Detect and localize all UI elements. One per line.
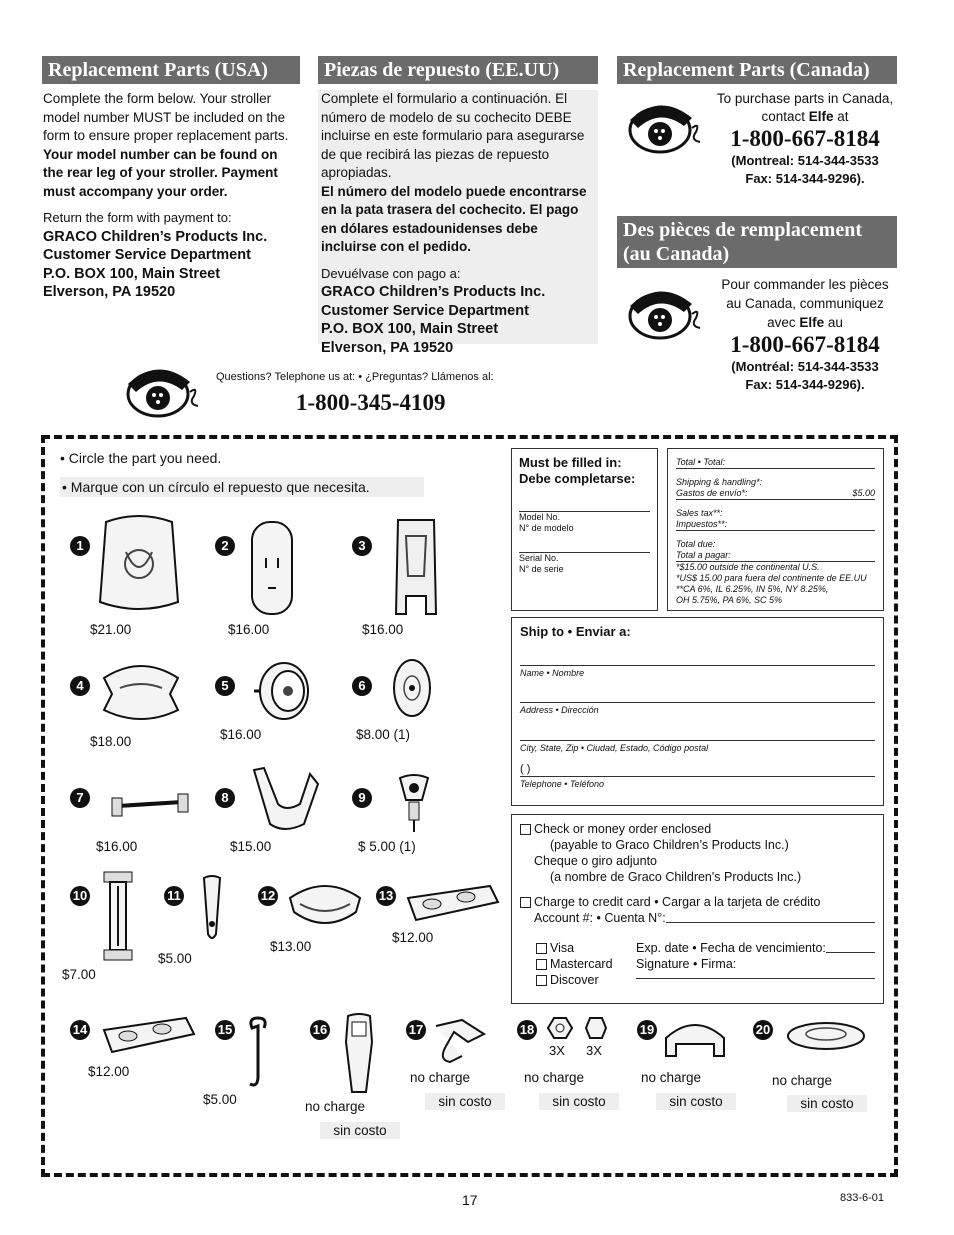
due-label-en: Total due: — [676, 539, 716, 549]
part-17-latch-image[interactable] — [432, 1016, 488, 1066]
questions-phone: 1-800-345-4109 — [296, 390, 446, 415]
check-payable: (payable to Graco Children’s Products Inc.) — [550, 838, 789, 852]
city-field[interactable] — [520, 716, 875, 741]
usa-addr3: P.O. BOX 100, Main Street — [43, 265, 221, 282]
discover-option[interactable] — [536, 972, 636, 988]
model-label-en: Model No. — [519, 512, 561, 522]
check-payable-es: (a nombre de Graco Children's Products Inc.) — [550, 870, 802, 884]
note-3: **CA 6%, IL 6.25%, IN 5%, NY 8.25%, — [676, 584, 829, 594]
tax-label-en: Sales tax**: — [676, 508, 723, 518]
part-13-price: $12.00 — [392, 930, 434, 945]
part-number-6: 6 — [352, 676, 372, 696]
serial-label-en: Serial No. — [519, 553, 559, 563]
account-field[interactable] — [666, 910, 875, 923]
es-header: Piezas de repuesto (EE.UU) — [318, 56, 598, 84]
canada-line1: To purchase parts in Canada, — [716, 91, 894, 106]
part-4-price: $18.00 — [90, 734, 132, 749]
telephone-icon — [622, 284, 712, 342]
discover-label: Discover — [550, 973, 599, 987]
part-17-sin-costo: sin costo — [425, 1093, 505, 1110]
circle-instruction-es: • Marque con un círculo el repuesto que necesita. — [60, 477, 424, 497]
part-1-price: $21.00 — [90, 622, 132, 637]
total-label[interactable]: Total • Total: — [676, 457, 875, 469]
fr-header: Des pièces de remplacement (au Canada) — [617, 216, 897, 268]
part-number-9: 9 — [352, 788, 372, 808]
part-14-parenttray-image[interactable] — [100, 1012, 196, 1060]
tax-label-es[interactable]: Impuestos**: — [676, 519, 875, 531]
address-label: Address • Dirección — [520, 705, 599, 715]
part-19-price: no charge — [641, 1070, 702, 1085]
part-7-axle-image[interactable] — [110, 790, 190, 820]
es-return: Devuélvase con pago a: — [321, 265, 461, 281]
part-number-8: 8 — [215, 788, 235, 808]
canada-line2c: at — [833, 109, 849, 124]
part-16-price: no charge — [305, 1099, 366, 1114]
part-number-12: 12 — [258, 886, 278, 906]
usa-section — [43, 90, 298, 302]
part-20-sin-costo: sin costo — [787, 1095, 867, 1112]
es-addr2: Customer Service Department — [321, 302, 529, 319]
shipping-label-en: Shipping & handling*: — [676, 477, 763, 487]
usa-return: Return the form with payment to: — [43, 210, 232, 225]
note-2: *US$ 15.00 para fuera del continente de EE.UU — [676, 573, 867, 583]
must-title-es: Debe completarse: — [519, 471, 636, 486]
part-5-wheel-image[interactable] — [250, 660, 310, 722]
exp-row — [636, 940, 875, 956]
canada-fax: Fax: 514-344-9296). — [745, 171, 865, 186]
part-number-5: 5 — [215, 676, 235, 696]
fr-line3 — [712, 313, 898, 332]
usa-addr1: GRACO Children’s Products Inc. — [43, 228, 268, 245]
part-number-1: 1 — [70, 536, 90, 556]
part-16-sin-costo: sin costo — [320, 1122, 400, 1139]
serial-number-field[interactable] — [519, 534, 650, 553]
part-20-price: no charge — [772, 1073, 833, 1088]
check-option[interactable] — [520, 821, 875, 837]
part-6-price: $8.00 (1) — [356, 727, 411, 742]
part-20-plate-image[interactable] — [786, 1020, 866, 1052]
part-11-clip-image[interactable] — [198, 874, 226, 944]
part-19-cap-image[interactable] — [662, 1018, 728, 1062]
circle-instruction-en: • Circle the part you need. — [60, 450, 222, 466]
serial-label-es: N° de serie — [519, 564, 564, 574]
part-14-price: $12.00 — [88, 1064, 130, 1079]
part-4-tray-image[interactable] — [100, 658, 182, 724]
part-3-backpad-image[interactable] — [390, 516, 442, 620]
part-15-price: $5.00 — [203, 1092, 237, 1107]
part-18-quantity-2: 3X — [586, 1043, 602, 1058]
canada-montreal: (Montreal: 514-344-3533 — [731, 153, 879, 168]
model-label-es: N° de modelo — [519, 523, 574, 533]
card-types — [520, 940, 636, 988]
fr-line3a: avec — [767, 315, 800, 330]
due-label-es[interactable]: Total a pagar: — [676, 550, 875, 562]
part-2-price: $16.00 — [228, 622, 270, 637]
part-18-price: no charge — [524, 1070, 585, 1085]
card-fields — [636, 940, 875, 988]
part-number-7: 7 — [70, 788, 90, 808]
part-8-frame-image[interactable] — [244, 764, 324, 836]
part-18-sin-costo: sin costo — [539, 1093, 619, 1110]
part-number-20: 20 — [753, 1020, 773, 1040]
es-addr4: Elverson, PA 19520 — [321, 339, 454, 356]
fr-montreal: (Montréal: 514-344-3533 — [731, 359, 879, 374]
card-label: Charge to credit card • Cargar a la tarjeta de crédito — [534, 895, 821, 909]
canada-line2 — [712, 108, 898, 126]
part-9-lock-image[interactable] — [394, 770, 434, 834]
part-number-15: 15 — [215, 1020, 235, 1040]
mastercard-label: Mastercard — [550, 957, 613, 971]
fr-elfe: Elfe — [799, 315, 825, 330]
ship-to-box — [511, 617, 884, 806]
usa-addr2: Customer Service Department — [43, 247, 251, 263]
part-13-parenttray-image[interactable] — [404, 880, 500, 928]
part-11-price: $5.00 — [158, 951, 192, 966]
exp-field[interactable] — [826, 940, 875, 953]
exp-label: Exp. date • Fecha de vencimiento: — [636, 941, 826, 955]
part-number-4: 4 — [70, 676, 90, 696]
must-title-en: Must be filled in: — [519, 455, 622, 470]
totals-box — [667, 448, 884, 611]
cut-line-left — [41, 435, 45, 1177]
fr-phone: 1-800-667-8184 — [730, 332, 880, 357]
note-4: OH 5.75%, PA 6%, SC 5% — [676, 595, 783, 605]
account-row — [520, 910, 875, 926]
city-label: City, State, Zip • Ciudad, Estado, Código postal — [520, 743, 709, 753]
page-number: 17 — [462, 1192, 478, 1208]
account-label: Account #: • Cuenta N°: — [534, 911, 666, 925]
es-intro: Complete el formulario a continuación. El número de modelo de su cochecito DEBE incluirse en este formulario para asegurarse de que recibirá las piezas de repuesto apropiadas. — [321, 91, 585, 180]
address-field[interactable] — [520, 679, 875, 703]
part-9-price: $ 5.00 (1) — [358, 839, 416, 854]
part-number-3: 3 — [352, 536, 372, 556]
part-number-11: 11 — [164, 886, 184, 906]
part-8-price: $15.00 — [230, 839, 272, 854]
ship-to-title: Ship to • Enviar a: — [520, 624, 631, 639]
part-10-hinge-image[interactable] — [100, 868, 136, 962]
name-field[interactable] — [520, 639, 875, 666]
part-18-quantity-1: 3X — [549, 1043, 565, 1058]
telephone-field[interactable]: ( ) — [520, 754, 875, 777]
canada-section — [712, 90, 898, 188]
cut-line-top — [42, 435, 898, 439]
canada-line2a: contact — [761, 109, 809, 124]
check-es: Cheque o giro adjunto — [534, 854, 658, 868]
shipping-amount: $5.00 — [852, 488, 875, 498]
check-checkbox[interactable] — [520, 824, 531, 835]
part-number-14: 14 — [70, 1020, 90, 1040]
part-17-price: no charge — [410, 1070, 471, 1085]
usa-intro: Complete the form below. Your stroller model number MUST be included on the form to ensure proper replacement parts. — [43, 91, 289, 143]
signature-field[interactable] — [636, 972, 875, 979]
canada-header: Replacement Parts (Canada) — [617, 56, 897, 84]
card-checkbox[interactable] — [520, 897, 531, 908]
visa-checkbox[interactable] — [536, 943, 547, 954]
es-addr3: P.O. BOX 100, Main Street — [321, 321, 499, 337]
note-1: *$15.00 outside the continental U.S. — [676, 562, 820, 572]
telephone-icon — [622, 98, 712, 156]
discover-checkbox[interactable] — [536, 975, 547, 986]
fr-line1: Pour commander les pièces — [721, 277, 889, 292]
fr-line3c: au — [824, 315, 843, 330]
visa-label: Visa — [550, 941, 575, 955]
part-18-nuts-image[interactable] — [546, 1014, 608, 1044]
part-7-price: $16.00 — [96, 839, 138, 854]
usa-header: Replacement Parts (USA) — [42, 56, 300, 84]
fr-section — [712, 275, 898, 394]
card-option[interactable] — [520, 894, 875, 910]
part-10-price: $7.00 — [62, 967, 96, 982]
part-6-disc-image[interactable] — [390, 656, 434, 720]
must-fill-box — [511, 448, 658, 611]
name-label: Name • Nombre — [520, 668, 585, 678]
es-addr1: GRACO Children’s Products Inc. — [321, 284, 546, 300]
visa-option[interactable] — [536, 940, 636, 956]
part-number-19: 19 — [637, 1020, 657, 1040]
part-19-sin-costo: sin costo — [656, 1093, 736, 1110]
part-number-18: 18 — [517, 1020, 537, 1040]
part-5-price: $16.00 — [220, 727, 262, 742]
part-number-2: 2 — [215, 536, 235, 556]
part-number-13: 13 — [376, 886, 396, 906]
part-3-price: $16.00 — [362, 622, 404, 637]
mastercard-option[interactable] — [536, 956, 636, 972]
shipping-row — [676, 488, 875, 500]
part-number-17: 17 — [406, 1020, 426, 1040]
cut-line-bottom — [42, 1173, 898, 1177]
usa-bold: Your model number can be found on the rear leg of your stroller. Payment must accompany your order. — [43, 146, 278, 199]
part-1-canopy-image[interactable] — [96, 512, 182, 616]
model-number-field[interactable] — [519, 487, 650, 512]
es-section — [318, 90, 598, 356]
telephone-label: Telephone • Teléfono — [520, 779, 605, 789]
payment-box — [511, 814, 884, 1004]
part-12-bumper-image[interactable] — [286, 878, 364, 932]
part-16-cover-image[interactable] — [340, 1012, 378, 1096]
check-label: Check or money order enclosed — [534, 822, 712, 836]
usa-addr4: Elverson, PA 19520 — [43, 284, 176, 300]
part-12-price: $13.00 — [270, 939, 312, 954]
document-code: 833-6-01 — [840, 1192, 885, 1204]
fr-line2: au Canada, communiquez — [726, 296, 884, 311]
telephone-icon — [120, 362, 210, 420]
part-number-16: 16 — [310, 1020, 330, 1040]
questions-text: Questions? Telephone us at: • ¿Preguntas? Llámenos al: — [216, 371, 494, 383]
part-number-10: 10 — [70, 886, 90, 906]
es-bold: El número del modelo puede encontrarse en la pata trasera del cochecito. El pago en dólares estadounidenses debe incluirse con el pedido. — [321, 183, 587, 254]
fr-fax: Fax: 514-344-9296). — [745, 377, 865, 392]
card-details — [520, 940, 875, 988]
signature-label: Signature • Firma: — [636, 957, 737, 971]
cut-line-right — [894, 435, 898, 1177]
mastercard-checkbox[interactable] — [536, 959, 547, 970]
canada-elfe: Elfe — [808, 109, 834, 124]
part-2-seat-image[interactable] — [248, 518, 296, 618]
canada-phone: 1-800-667-8184 — [730, 126, 880, 151]
shipping-label-es: Gastos de envío*: — [676, 488, 748, 498]
part-15-hook-image[interactable] — [244, 1014, 272, 1090]
